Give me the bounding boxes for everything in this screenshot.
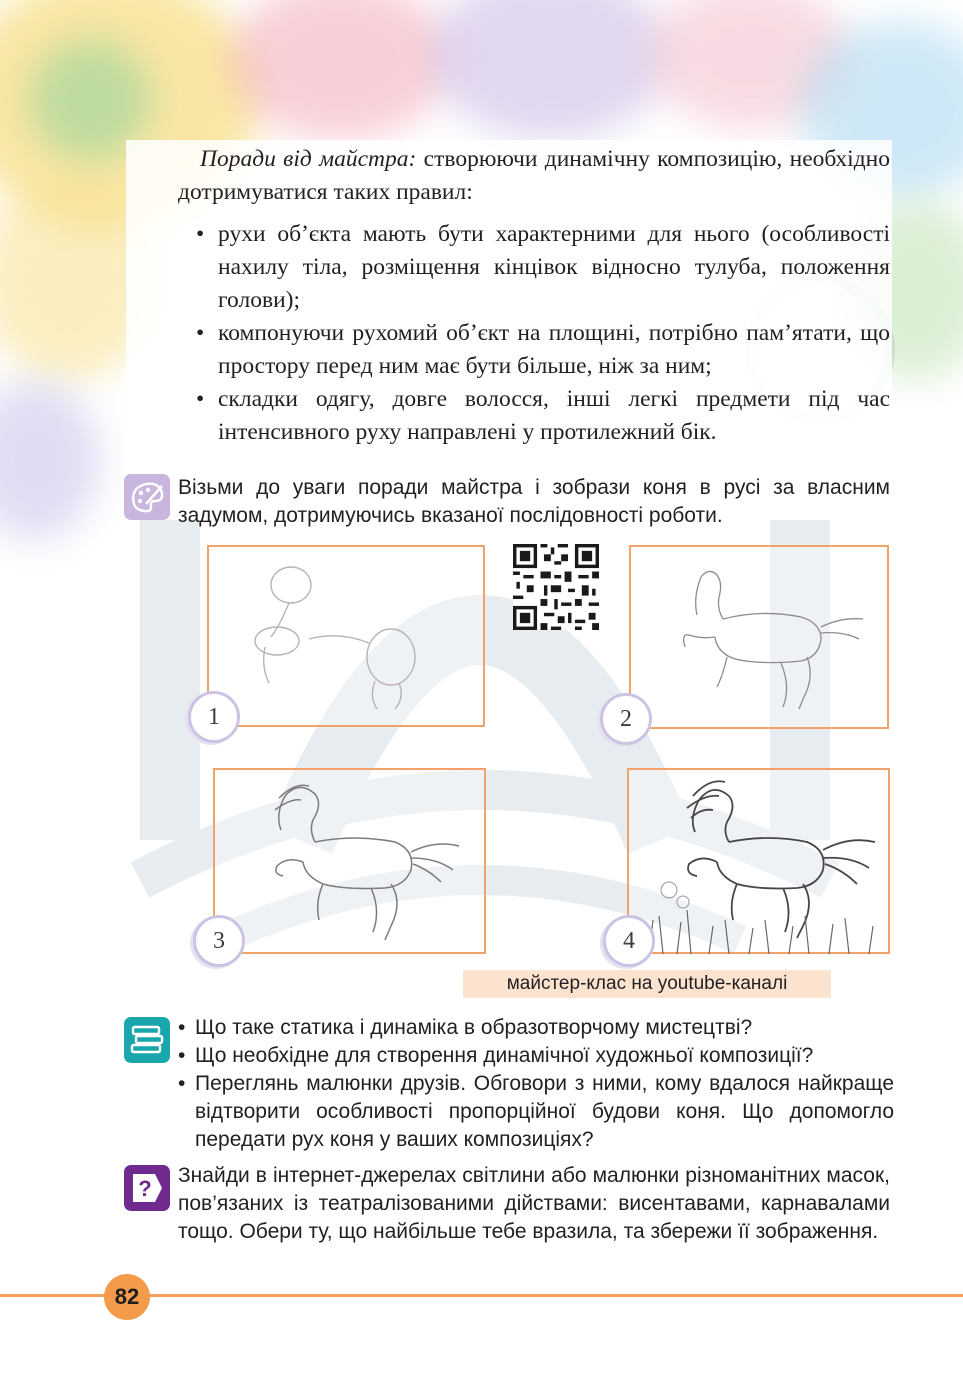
research-text: Знайди в інтернет-джерелах світлини або малюнки різноманітних масок, пов’язаних із театралізованими дійствами: висентавами, карнавалами тощо. Обери ту, що найбільше тебе вразила, та збережи її зображення. [178,1164,890,1243]
tips-item: • рухи об’єкта мають бути характерними для нього (особливості нахилу тіла, розміщення кінцівок відносно тулуба, положення голови); [196,218,890,317]
horse-sketch-step-2 [631,547,889,729]
palette-brush-icon [124,474,170,520]
step-2-badge: 2 [600,693,652,745]
page-number: 82 [104,1274,150,1320]
tips-list [196,218,890,449]
qr-code[interactable] [513,544,599,630]
horse-sketch-step-3 [215,770,486,954]
tips-intro [178,143,890,209]
step-3-badge: 3 [193,915,245,967]
books-icon [124,1017,170,1063]
qr-caption[interactable]: майстер-клас на youtube-каналі [463,970,831,998]
question-mark-icon [124,1165,170,1211]
question-item: • Що необхідне для створення динамічної художньої композиції? [178,1042,894,1070]
svg-text:?: ? [138,1176,152,1201]
horse-sketch-step-4 [629,770,890,954]
question-item: • Переглянь малюнки друзів. Обговори з ними, кому вдалося найкраще відтворити особливості пропорційної будови коня. Що допомогло передати рух коня у ваших композиціях? [178,1070,894,1154]
tips-intro-text: створюючи динамічну композицію, необхідно дотримуватися таких правил: [178,146,890,205]
horse-sketch-step-1 [209,547,485,727]
tips-item: • складки одягу, довге волосся, інші легкі предмети під час інтенсивного руху направлені у протилежний бік. [196,383,890,449]
step-4-badge: 4 [603,915,655,967]
questions-list [178,1014,894,1154]
task-draw-text: Візьми до уваги поради майстра і зобрази коня в русі за власним задумом, дотримуючись вказаної послідовності роботи. [178,476,890,527]
question-item: • Що таке статика і динаміка в образотворчому мистецтві? [178,1014,894,1042]
tips-item: • компонуючи рухомий об’єкт на площині, потрібно пам’ятати, що простору перед ним має бути більше, ніж за ним; [196,317,890,383]
tips-lead: Поради від майстра: [200,146,417,172]
step-4-panel [627,768,890,954]
step-1-badge: 1 [188,691,240,743]
step-3-panel [213,768,486,954]
step-1-panel [207,545,485,727]
step-2-panel [629,545,889,729]
